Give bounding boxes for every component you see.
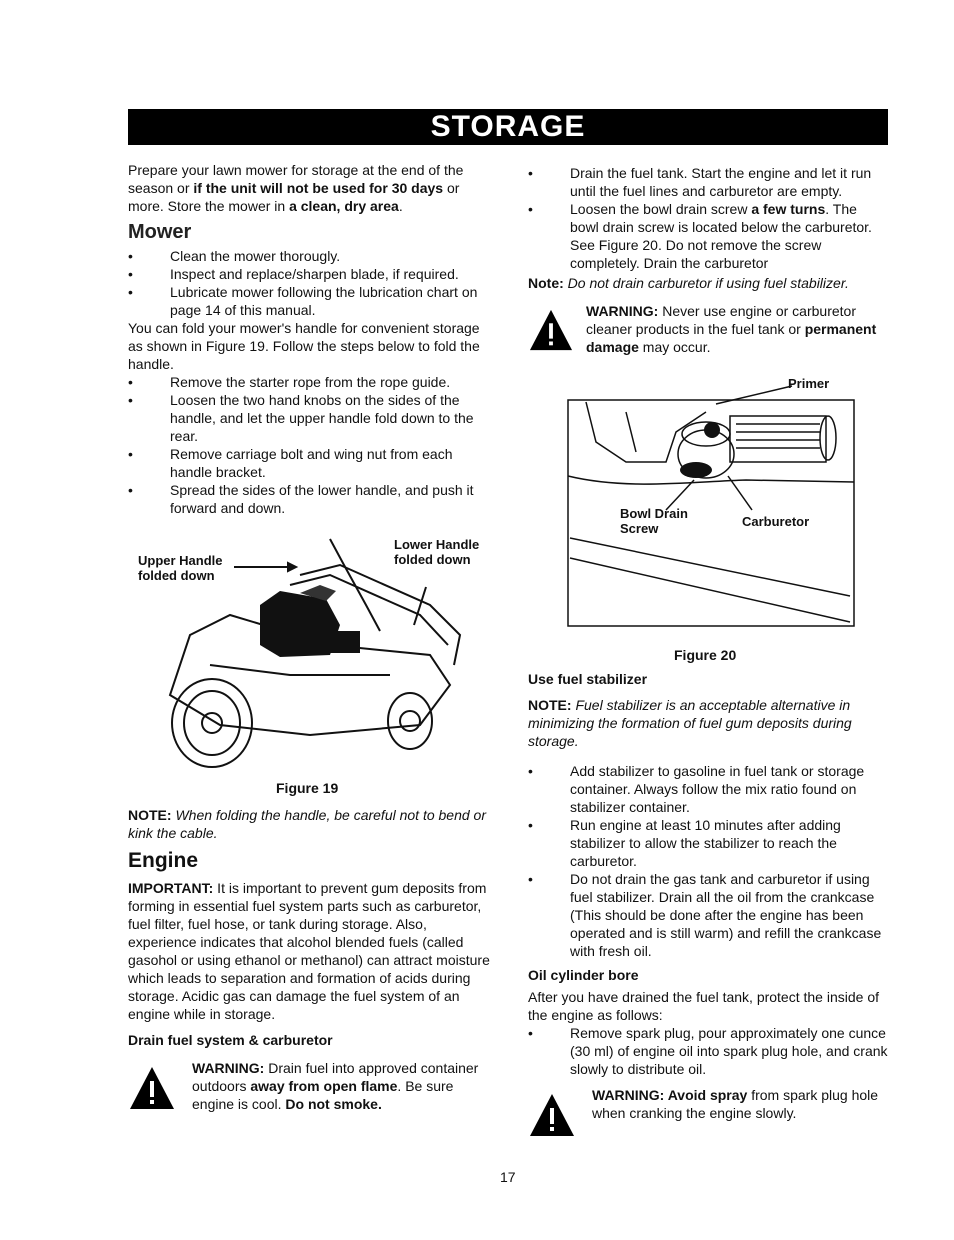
figure-20 [566,372,856,672]
engine-heading: Engine [128,849,199,872]
list-item: • Loosen the two hand knobs on the sides of the handle, and let the upper handle fold down to the rear. [128,391,490,445]
stabilizer-bullets [528,762,888,960]
upper-handle-label: Upper Handle folded down [138,553,223,583]
drain-heading: Drain fuel system & carburetor [128,1032,333,1048]
list-item: • Loosen the bowl drain screw a few turns. The bowl drain screw is located below the carburetor. See Figure 20. Do not remove the screw completely. Drain the carburetor [528,200,888,272]
figure-20-caption: Figure 20 [674,647,737,663]
list-item: • Spread the sides of the lower handle, and push it forward and down. [128,481,490,517]
page-number: 17 [500,1169,516,1185]
intro-paragraph: Prepare your lawn mower for storage at the end of the season or if the unit will not be used for 30 days or more. Store the mower in a clean, dry area. [128,162,464,214]
bowl-drain-label: Bowl Drain Screw [620,506,688,536]
carburetor-note: Note: Do not drain carburetor if using fuel stabilizer. [528,275,849,291]
lower-handle-label: Lower Handle folded down [394,537,480,567]
drain-bullets [528,164,888,272]
handle-note: NOTE: When folding the handle, be careful not to bend or kink the cable. [128,807,487,841]
list-item: • Lubricate mower following the lubrication chart on page 14 of this manual. [128,283,490,319]
warning-triangle-icon [128,1065,176,1111]
list-item: • Clean the mower thorougly. [128,247,490,265]
figure-19 [130,535,490,796]
oil-bullets [528,1024,888,1078]
fold-bullets [128,373,490,517]
carburetor-label: Carburetor [742,514,810,529]
list-item: • Add stabilizer to gasoline in fuel tank or storage container. Always follow the mix ratio found on stabilizer container. [528,762,888,816]
stabilizer-note: NOTE: Fuel stabilizer is an acceptable alternative in minimizing the formation of fuel gum deposits during storage. [528,697,852,749]
left-column [128,161,490,517]
primer-label: Primer [788,376,830,391]
list-item: • Inspect and replace/sharpen blade, if required. [128,265,490,283]
list-item: • Do not drain the gas tank and carburetor if using fuel stabilizer. Drain all the oil from the crankcase (This should be done after the engine has been operated and is still warm) and refill the crankcase with fresh oil. [528,870,888,960]
right-column-lower [528,670,888,1122]
mower-illustration [130,535,490,775]
stabilizer-heading: Use fuel stabilizer [528,671,648,687]
list-item: • Remove carriage bolt and wing nut from each handle bracket. [128,445,490,481]
page-banner: STORAGE [128,109,888,145]
important-paragraph: IMPORTANT: It is important to prevent gum deposits from forming in essential fuel system parts such as carburetor, fuel filter, fuel hose, or tank during storage. Also, experience indicates that alcohol blended fuels (called gasohol or using ethanol or methanol) can attract moisture which leads to separation and formation of acids during storage. Acidic gas can damage the fuel system of an engine while in storage. [128,880,490,1022]
list-item: • Remove spark plug, pour approximately one cunce (30 ml) of engine oil into spark plug hole, and crank slowly to distribute oil. [528,1024,888,1078]
warning-triangle-icon [528,308,574,352]
fold-paragraph: You can fold your mower's handle for convenient storage as shown in Figure 19. Follow the steps below to fold the handle. [128,320,480,372]
left-column-lower [128,806,490,1113]
oil-paragraph: After you have drained the fuel tank, protect the inside of the engine as follows: [528,989,879,1023]
list-item: • Drain the fuel tank. Start the engine and let it run until the fuel lines and carburetor are empty. [528,164,888,200]
mower-heading: Mower [128,221,192,243]
mower-bullets [128,247,490,319]
right-column [528,164,888,356]
warning-cleaner: WARNING: Never use engine or carburetor cleaner products in the fuel tank or permanent damage may occur. [528,302,888,356]
warning-spray: WARNING: Avoid spray from spark plug hole when cranking the engine slowly. [528,1086,888,1122]
warning-triangle-icon [528,1092,576,1138]
list-item: • Remove the starter rope from the rope guide. [128,373,490,391]
oil-heading: Oil cylinder bore [528,967,639,983]
warning-drain-fuel: WARNING: Drain fuel into approved container outdoors away from open flame. Be sure engine is cool. Do not smoke. [128,1059,490,1113]
carburetor-illustration [566,372,856,628]
figure-19-caption: Figure 19 [276,780,339,796]
list-item: • Run engine at least 10 minutes after adding stabilizer to allow the stabilizer to reach the carburetor. [528,816,888,870]
